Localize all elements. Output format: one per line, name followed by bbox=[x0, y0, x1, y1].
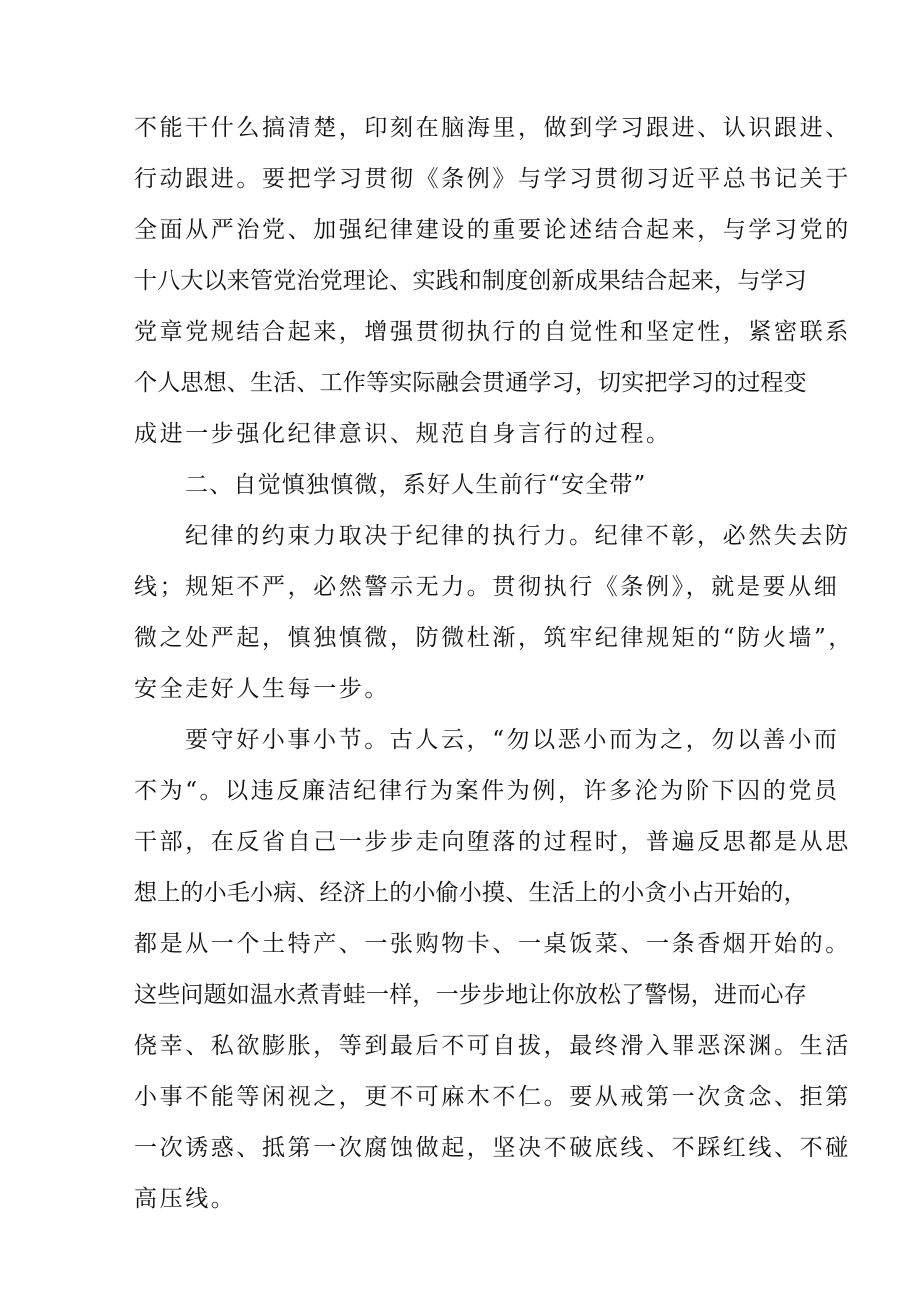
text-line: 这些问题如温水煮青蛙一样，一步步地让你放松了警惕，进而心存 bbox=[134, 982, 807, 1008]
text-line: 一次诱惑、抵第一次腐蚀做起，坚决不破底线、不踩红线、不碰 bbox=[134, 1135, 851, 1161]
text-line: 十八大以来管党治党理论、实践和制度创新成果结合起来，与学习 bbox=[134, 268, 807, 294]
text-line: 个人思想、生活、工作等实际融会贯通学习，切实把学习的过程变 bbox=[134, 370, 807, 396]
section-heading: 二、自觉慎独慎微，系好人生前行“安全带” bbox=[185, 472, 647, 498]
text-line: 干部，在反省自己一步步走向堕落的过程时，普遍反思都是从思 bbox=[134, 829, 851, 855]
text-line: 不能干什么搞清楚，印刻在脑海里，做到学习跟进、认识跟进、 bbox=[134, 115, 851, 141]
text-line: 都是从一个土特产、一张购物卡、一桌饭菜、一条香烟开始的。 bbox=[134, 931, 851, 957]
text-line: 微之处严起，慎独慎微，防微杜渐，筑牢纪律规矩的“防火墙”， bbox=[134, 625, 854, 651]
text-line: 纪律的约束力取决于纪律的执行力。纪律不彰，必然失去防 bbox=[185, 523, 851, 549]
text-line: 想上的小毛小病、经济上的小偷小摸、生活上的小贪小占开始的， bbox=[134, 880, 807, 906]
text-line: 线；规矩不严，必然警示无力。贯彻执行《条例》，就是要从细 bbox=[134, 574, 840, 600]
text-line: 高压线。 bbox=[134, 1186, 237, 1212]
text-line: 要守好小事小节。古人云，“勿以恶小而为之，勿以善小而 bbox=[185, 727, 840, 753]
text-line: 成进一步强化纪律意识、规范自身言行的过程。 bbox=[134, 421, 672, 447]
text-line: 小事不能等闲视之，更不可麻木不仁。要从戒第一次贪念、拒第 bbox=[134, 1084, 851, 1110]
text-line: 侥幸、私欲膨胀，等到最后不可自拔，最终滑入罪恶深渊。生活 bbox=[134, 1033, 851, 1059]
text-line: 全面从严治党、加强纪律建设的重要论述结合起来，与学习党的 bbox=[134, 217, 851, 243]
text-line: 安全走好人生每一步。 bbox=[134, 676, 390, 702]
text-line: 党章党规结合起来，增强贯彻执行的自觉性和坚定性，紧密联系 bbox=[134, 319, 851, 345]
text-line: 行动跟进。要把学习贯彻《条例》与学习贯彻习近平总书记关于 bbox=[134, 166, 851, 192]
text-line: 不为“。以违反廉洁纪律行为案件为例，许多沦为阶下囚的党员 bbox=[134, 778, 840, 804]
